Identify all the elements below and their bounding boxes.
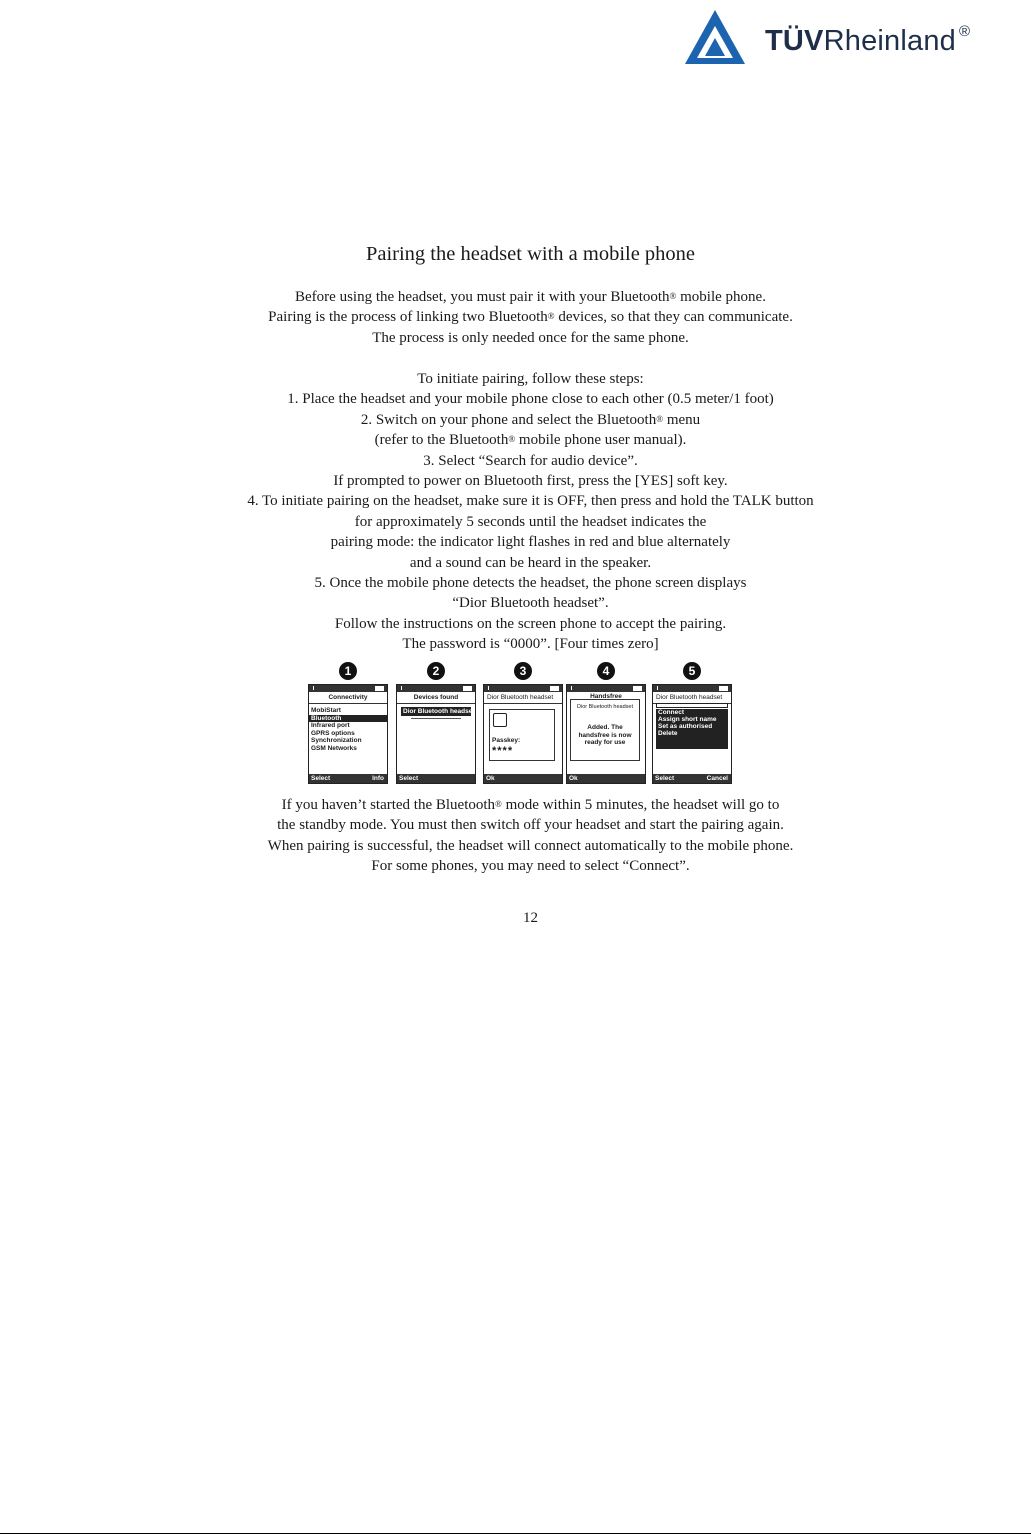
passkey-dialog [489,709,555,761]
menu-item: Assign short name [658,716,717,723]
status-bar [484,685,562,692]
step-line: The password is “0000”. [Four times zero] [402,636,659,653]
phone-screen [483,684,563,784]
intro-paragraph [0,287,1031,348]
logo-registered-mark: ® [959,23,971,40]
steps-heading: To initiate pairing, follow these steps: [417,371,644,387]
status-bar [309,685,387,692]
signal-icon [571,686,578,690]
battery-icon [550,686,559,691]
intro-line: Before using the headset, you must pair it with your Bluetooth® mobile phone. [295,289,766,305]
selection-bar [656,703,728,708]
intro-line: The process is only needed once for the same phone. [372,329,689,346]
menu-item: Infrared port [311,722,350,730]
menu-item: Synchronization [311,737,362,745]
dialog-header: Dior Bluetooth headset [577,704,633,710]
status-bar [653,685,731,692]
found-device-row: Dior Bluetooth headset [403,708,475,715]
outro-line: the standby mode. You must then switch off your headset and start the pairing again. [277,817,784,834]
phone-screen-step-1 [308,662,388,786]
step-number-badge: 3 [514,662,532,680]
status-bar [567,685,645,692]
step-line: (refer to the Bluetooth® mobile phone user manual). [374,432,687,449]
dialog-message: Added. The handsfree is now ready for use [578,724,632,746]
right-soft-key: Cancel [706,775,728,782]
tuv-rheinland-logo [683,8,1013,70]
menu-item: Set as authorised [658,723,713,730]
screen-header: Dior Bluetooth headset [484,692,562,704]
menu-item-selected: Bluetooth [309,715,387,723]
page-title: Pairing the headset with a mobile phone [365,243,696,265]
step-line: pairing mode: the indicator light flashes in red and blue alternately [330,534,731,551]
right-soft-key: Info [372,775,384,782]
phone-screen [396,684,476,784]
passkey-label: Passkey: [492,737,521,744]
status-bar [397,685,475,692]
step-line: 4. To initiate pairing on the headset, make sure it is OFF, then press and hold the TALK button [247,493,814,510]
step-line: If prompted to power on Bluetooth first, press the [YES] soft key. [333,473,728,490]
options-menu [656,709,728,749]
signal-icon [657,686,664,690]
lock-icon [493,713,507,727]
step-line: and a sound can be heard in the speaker. [409,554,652,571]
menu-item: MobiStart [311,707,341,714]
screen-title: Handsfree [590,693,622,700]
signal-icon [401,686,408,690]
tuv-triangle-icon [683,8,747,66]
battery-icon [463,686,472,691]
soft-keys [484,774,562,783]
logo-brand-bold: TÜV [765,25,824,57]
step-number-badge: 5 [683,662,701,680]
step-line: for approximately 5 seconds until the headset indicates the [354,513,707,530]
step-number-badge: 2 [427,662,445,680]
phone-screen-step-5 [652,662,732,786]
steps-paragraph [0,369,1031,655]
phone-screen-step-3 [483,662,563,786]
left-soft-key: Select [655,775,675,782]
soft-keys [567,774,645,783]
intro-line: Pairing is the process of linking two Bluetooth® devices, so that they can communicate. [268,309,793,326]
screen-header: Dior Bluetooth headset [653,692,731,704]
step-line: “Dior Bluetooth headset”. [452,595,609,612]
step-line: 1. Place the headset and your mobile phone close to each other (0.5 meter/1 foot) [287,391,774,408]
footer-rule [0,1533,1031,1534]
step-line: 5. Once the mobile phone detects the headset, the phone screen displays [314,575,747,592]
menu-item: Delete [658,730,678,737]
page-number: 12 [523,910,538,926]
signal-icon [313,686,320,690]
screen-title: Connectivity [309,692,387,704]
menu-item: Connect [658,709,684,716]
passkey-value: **** [492,745,514,757]
logo-wordmark [765,25,970,58]
left-soft-key: Select [399,775,419,782]
left-soft-key: Select [311,775,331,782]
left-soft-key: Ok [486,775,495,782]
outro-line: If you haven’t started the Bluetooth® mode within 5 minutes, the headset will go to [281,797,780,813]
soft-keys [653,774,731,783]
phone-screen-step-4 [566,662,646,786]
phone-screen [652,684,732,784]
left-soft-key: Ok [569,775,578,782]
outro-line: When pairing is successful, the headset will connect automatically to the mobile phone. [267,837,794,854]
step-number-badge: 4 [597,662,615,680]
menu-item: GPRS options [311,729,355,737]
outro-paragraph [0,795,1031,877]
screen-title: Devices found [397,692,475,704]
step-line: Follow the instructions on the screen phone to accept the pairing. [334,615,727,632]
step-number-badge: 1 [339,662,357,680]
menu-item: GSM Networks [311,744,357,752]
logo-brand-regular: Rheinland [823,25,957,57]
pairing-steps-figure [308,662,738,786]
soft-keys [397,774,475,783]
phone-screen [566,684,646,784]
battery-icon [633,686,642,691]
battery-icon [719,686,728,691]
list-divider [411,718,461,719]
soft-keys [309,774,387,783]
outro-line: For some phones, you may need to select “Connect”. [371,858,690,875]
step-line: 2. Switch on your phone and select the Bluetooth® menu [360,411,701,428]
phone-screen-step-2 [396,662,476,786]
battery-icon [375,686,384,691]
confirmation-dialog [570,699,640,761]
step-line: 3. Select “Search for audio device”. [423,452,638,469]
signal-icon [488,686,495,690]
phone-screen [308,684,388,784]
